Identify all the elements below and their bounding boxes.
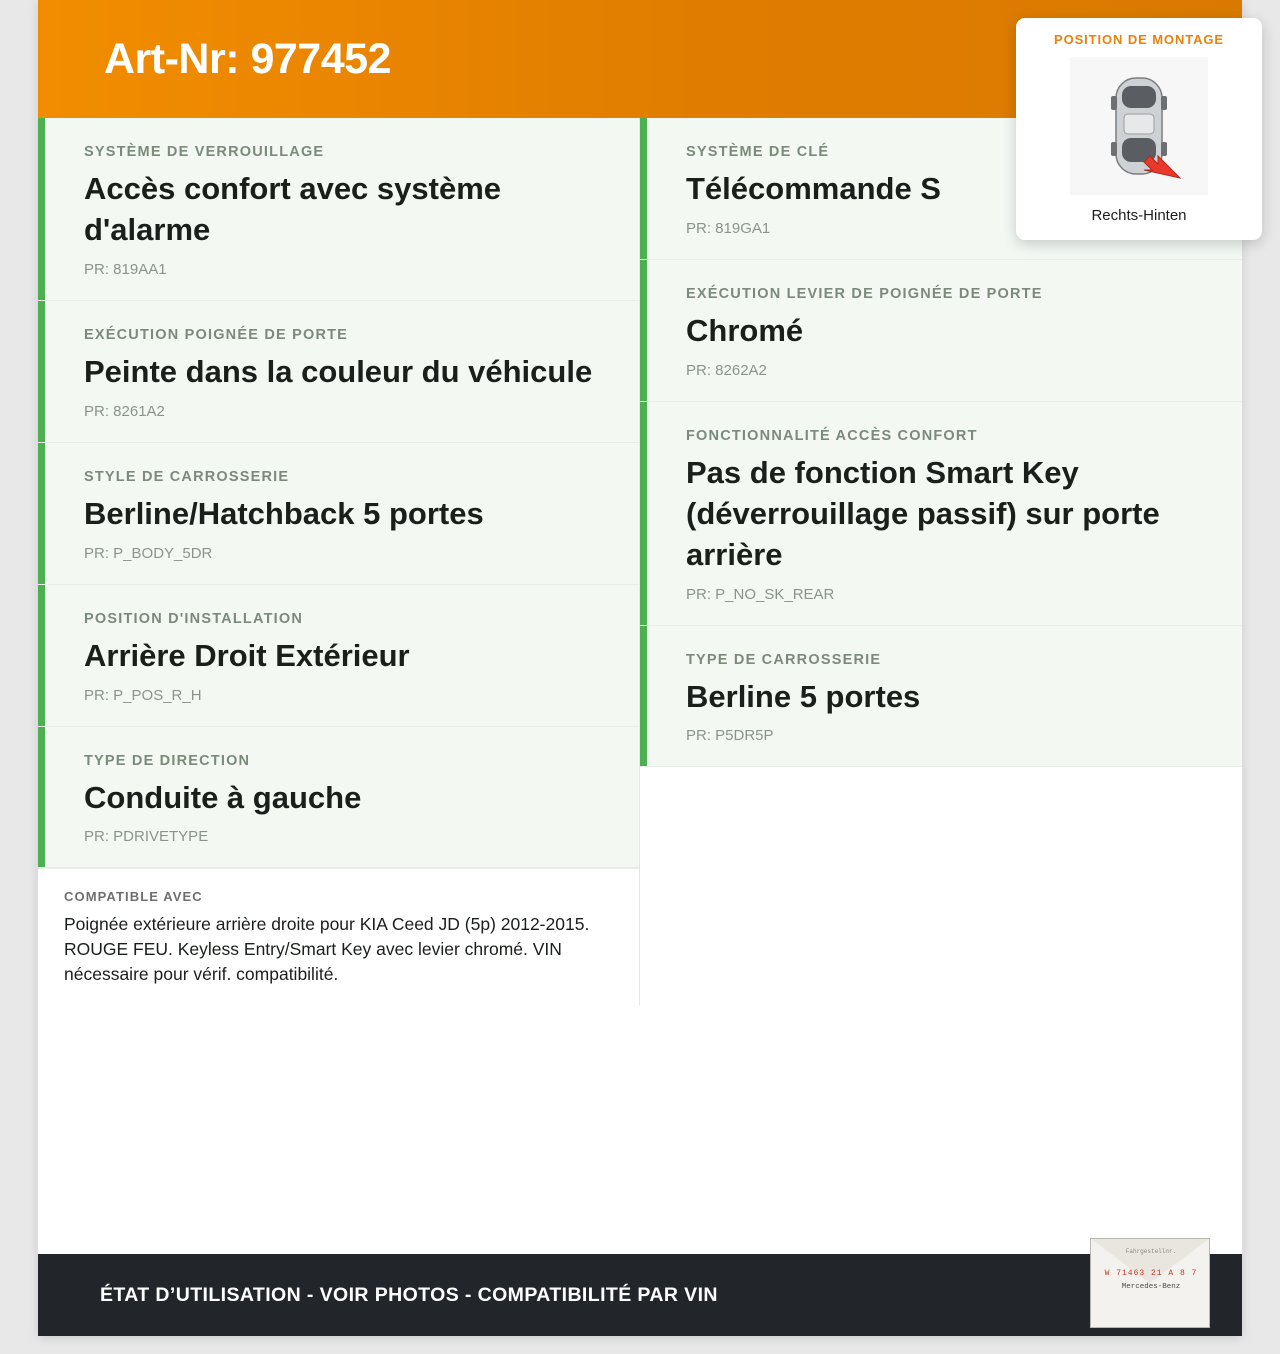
spec-pr-code: PR: 819GA1 bbox=[686, 219, 771, 237]
spec-value: Peinte dans la couleur du véhicule bbox=[84, 353, 593, 389]
spec-value: Berline 5 portes bbox=[686, 678, 921, 714]
card-footer bbox=[38, 1248, 1242, 1336]
badge-top-text: Fahrgestellnr. bbox=[1125, 1248, 1177, 1255]
spec-pr-code: PR: 8262A2 bbox=[686, 361, 767, 379]
spec-grid bbox=[38, 118, 1242, 1005]
envelope-label-icon bbox=[1090, 1238, 1210, 1328]
spec-item bbox=[38, 585, 639, 727]
spec-item bbox=[38, 118, 639, 301]
spec-value: Télécommande S bbox=[686, 171, 941, 206]
footer-note: ÉTAT D’UTILISATION - VOIR PHOTOS - COMPATIBILITÉ PAR VIN bbox=[100, 1283, 718, 1306]
spec-pr-code: PR: P5DR5P bbox=[686, 727, 774, 745]
spec-label: EXÉCUTION POIGNÉE DE PORTE bbox=[84, 326, 349, 343]
compatible-text: Poignée extérieure arrière droite pour KIA Ceed JD (5p) 2012-2015. ROUGE FEU. Keyless Entry/Smart Key avec levier chromé. VIN nécessaire pour vérif. compatibilité. bbox=[64, 914, 590, 985]
spec-item bbox=[38, 301, 639, 443]
spec-item bbox=[640, 626, 1242, 768]
spec-label: TYPE DE CARROSSERIE bbox=[686, 651, 882, 668]
spec-value: Conduite à gauche bbox=[84, 779, 362, 815]
spec-value: Arrière Droit Extérieur bbox=[84, 637, 410, 673]
spec-value: Accès confort avec système d'alarme bbox=[84, 171, 502, 247]
position-arrow-icon bbox=[1144, 156, 1180, 178]
spec-label: FONCTIONNALITÉ ACCÈS CONFORT bbox=[686, 427, 978, 444]
spec-pr-code: PR: P_POS_R_H bbox=[84, 686, 202, 704]
spec-pr-code: PR: P_BODY_5DR bbox=[84, 544, 213, 562]
badge-brand-text: Mercedes-Benz bbox=[1121, 1283, 1181, 1291]
car-top-view-icon bbox=[1070, 57, 1208, 195]
spec-value: Berline/Hatchback 5 portes bbox=[84, 495, 484, 531]
spec-empty-cell bbox=[640, 767, 1242, 963]
badge-vin-text: W 71463 21 A 8 7 bbox=[1104, 1269, 1198, 1278]
spec-label: STYLE DE CARROSSERIE bbox=[84, 468, 290, 485]
spec-value: Pas de fonction Smart Key (déverrouillage passif) sur porte arrière bbox=[686, 454, 1160, 572]
spec-item bbox=[38, 443, 639, 585]
spec-label: TYPE DE DIRECTION bbox=[84, 752, 251, 769]
mounting-position-popup bbox=[1016, 18, 1262, 240]
compatible-block bbox=[38, 868, 639, 1005]
popup-caption: Rechts-Hinten bbox=[1091, 207, 1187, 224]
spec-pr-code: PR: PDRIVETYPE bbox=[84, 828, 209, 846]
spec-column-right bbox=[640, 118, 1242, 1005]
spec-pr-code: PR: P_NO_SK_REAR bbox=[686, 585, 835, 603]
spec-item bbox=[38, 727, 639, 869]
spec-label: SYSTÈME DE VERROUILLAGE bbox=[84, 144, 325, 160]
spec-label: EXÉCUTION LEVIER DE POIGNÉE DE PORTE bbox=[686, 285, 1043, 302]
popup-title: POSITION DE MONTAGE bbox=[1054, 32, 1224, 47]
spec-value: Chromé bbox=[686, 312, 804, 348]
compatible-label: COMPATIBLE AVEC bbox=[64, 889, 203, 905]
spec-label: SYSTÈME DE CLÉ bbox=[686, 144, 830, 160]
spec-item bbox=[640, 402, 1242, 626]
spec-label: POSITION D'INSTALLATION bbox=[84, 610, 304, 627]
spec-pr-code: PR: 819AA1 bbox=[84, 260, 167, 278]
spec-pr-code: PR: 8261A2 bbox=[84, 402, 165, 420]
spec-item bbox=[640, 260, 1242, 402]
car-illustration-icon bbox=[1084, 66, 1194, 186]
spec-column-left bbox=[38, 118, 640, 1005]
page-title: Art-Nr: 977452 bbox=[104, 34, 391, 83]
